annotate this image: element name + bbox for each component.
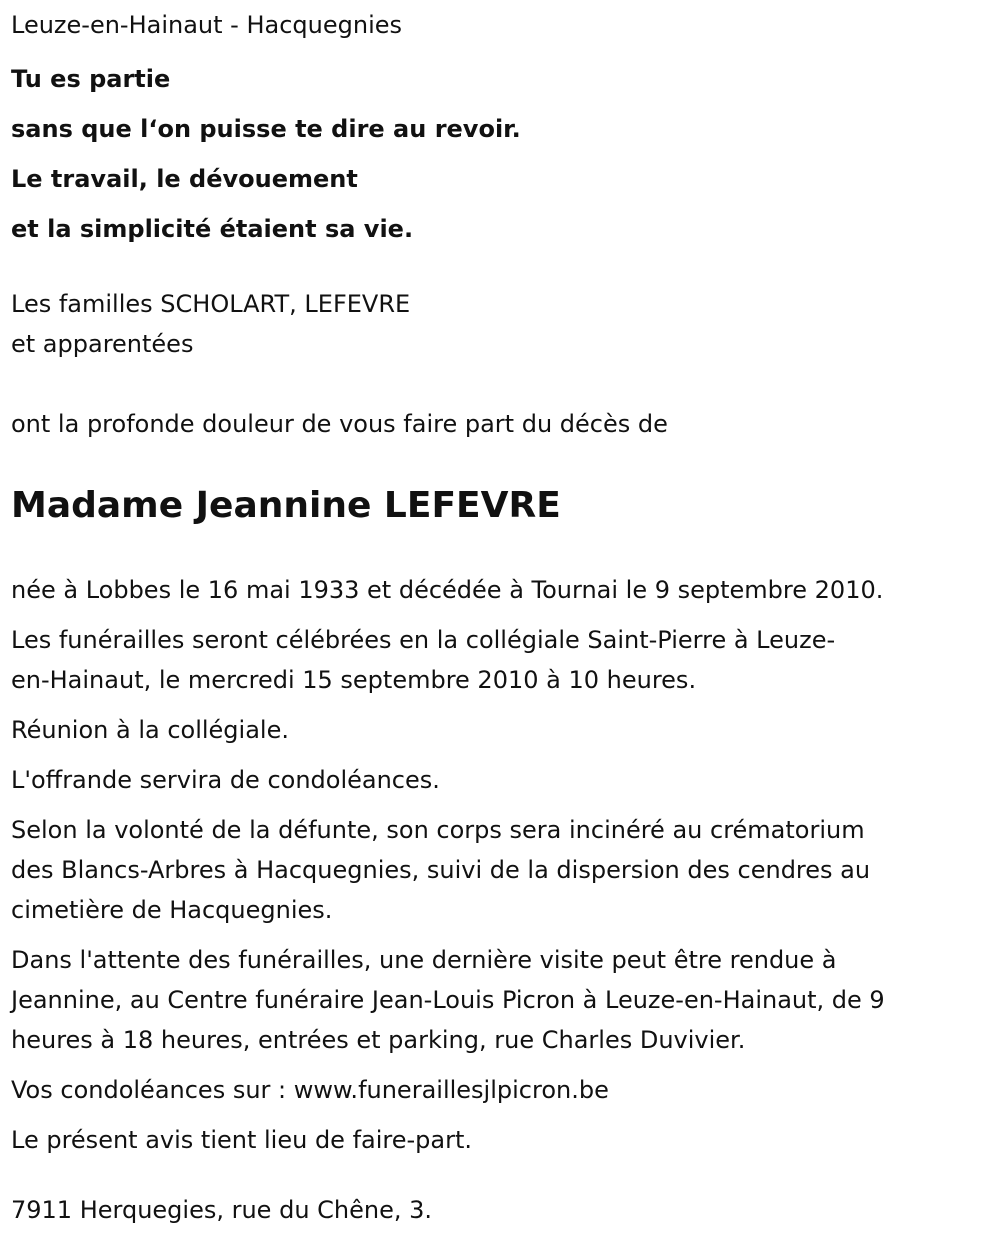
paragraph-line: des Blancs-Arbres à Hacquegnies, suivi de la dispersion des cendres au [11,856,871,884]
paragraph-line: Selon la volonté de la défunte, son corps sera incinéré au crématorium [11,816,865,844]
paragraph-line: cimetière de Hacquegnies. [11,896,333,924]
poem-line: et la simplicité étaient sa vie. [11,215,414,243]
notice-paragraph [11,1120,986,1160]
deceased-name: Madame Jeannine LEFEVRE [11,485,561,526]
offering-paragraph [11,760,986,800]
poem-line: Tu es partie [11,65,171,93]
paragraph-line: Le présent avis tient lieu de faire-part. [11,1126,473,1154]
paragraph-line: Vos condoléances sur : www.funeraillesjlpicron.be [11,1076,609,1104]
announcement: ont la profonde douleur de vous faire part du décès de [11,410,668,438]
poem-line: Le travail, le dévouement [11,165,358,193]
obituary-notice [11,5,986,1230]
families-line: Les familles SCHOLART, LEFEVRE [11,290,411,318]
paragraph-line: Jeannine, au Centre funéraire Jean-Louis Picron à Leuze-en-Hainaut, de 9 [11,986,885,1014]
cremation-paragraph [11,810,986,930]
paragraph-line: L'offrande servira de condoléances. [11,766,440,794]
paragraph-line: Les funérailles seront célébrées en la collégiale Saint-Pierre à Leuze- [11,626,836,654]
families-line: et apparentées [11,330,194,358]
birth-death-paragraph [11,570,986,610]
paragraph-line: en-Hainaut, le mercredi 15 septembre 2010 à 10 heures. [11,666,697,694]
paragraph-line: née à Lobbes le 16 mai 1933 et décédée à Tournai le 9 septembre 2010. [11,576,884,604]
location-header: Leuze-en-Hainaut - Hacquegnies [11,11,403,39]
families-block [11,284,986,364]
visit-paragraph [11,940,986,1060]
address: 7911 Herquegies, rue du Chêne, 3. [11,1196,433,1224]
condolences-paragraph [11,1070,986,1110]
poem [11,54,986,254]
funeral-paragraph [11,620,986,700]
poem-line: sans que l‘on puisse te dire au revoir. [11,115,521,143]
paragraph-line: heures à 18 heures, entrées et parking, rue Charles Duvivier. [11,1026,746,1054]
meeting-paragraph [11,710,986,750]
paragraph-line: Dans l'attente des funérailles, une dernière visite peut être rendue à [11,946,837,974]
paragraph-line: Réunion à la collégiale. [11,716,289,744]
details-block [11,570,986,1160]
